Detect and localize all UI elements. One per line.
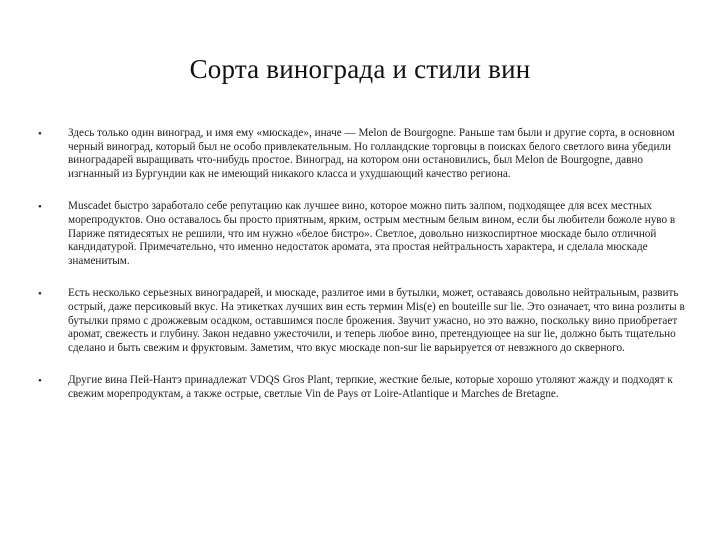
bullet-text: Есть несколько серьезных виноградарей, и мюскаде, разлитое ими в бутылки, может, оставаясь довольно нейтральным, развить острый, даже персиковый вкус. На этикетках лучших вин есть термин Mis(e) en bouteille sur lie. Это означает, что вина розлиты в бутылки прямо с дрожжевым осадком, оставшимся после брожения. Звучит ужасно, но это важно, поскольку вино приобретает аромат, свежесть и глубину. Закон недавно ужесточили, и теперь любое вино, претендующее на sur lie, должно быть тщательно сделано и быть свежим и фруктовым. Заметим, что вкус мюскаде non-sur lie варьируется от невзжного до скверного. — [68, 287, 685, 354]
bullet-item — [38, 374, 686, 401]
bullet-marker: • — [38, 201, 42, 214]
bullet-list — [38, 127, 686, 421]
slide-title: Сорта винограда и стили вин — [189, 54, 531, 84]
bullet-marker: • — [38, 128, 42, 140]
bullet-text: Другие вина Пей-Нантэ принадлежат VDQS Gros Plant, терпкие, жесткие белые, которые хорошо утоляют жажду и подходят к свежим морепродуктам, а также острые, светлые Vin de Pays от Loire-Atlantique и Marches de Bretagne. — [68, 374, 673, 400]
bullet-item — [38, 127, 686, 181]
bullet-item — [38, 200, 686, 268]
bullet-item — [38, 287, 686, 355]
bullet-text: Здесь только один виноград, и имя ему «мюскаде», иначе — Melon de Bourgogne. Раньше там были и другие сорта, в основном черный виноград, который был не особо привлекательным. Но голландские торговцы в поисках белого светлого вина убедили виноградарей выращивать что-нибудь простое. Виноград, на котором они остановились, был Melon de Bourgogne, давно изгнанный из Бургундии как не имеющий никакого класса и ухудшающий качество региона. — [68, 127, 675, 180]
bullet-marker: • — [38, 288, 42, 301]
bullet-text: Muscadet быстро заработало себе репутацию как лучшее вино, которое можно пить залпом, подходящее для всех местных морепродуктов. Оно оставалось бы просто приятным, ярким, острым местным белым вином, если бы любители божоле нуво в Париже пятидесятых не решили, что им нужно «белое бистро». Светлое, довольно низкоспиртное мюскаде было отличной кандидатурой. Примечательно, что именно недостаток аромата, эта простая нейтральность характера, и сделала мюскаде знаменитым. — [68, 200, 676, 267]
bullet-marker: • — [38, 375, 42, 388]
